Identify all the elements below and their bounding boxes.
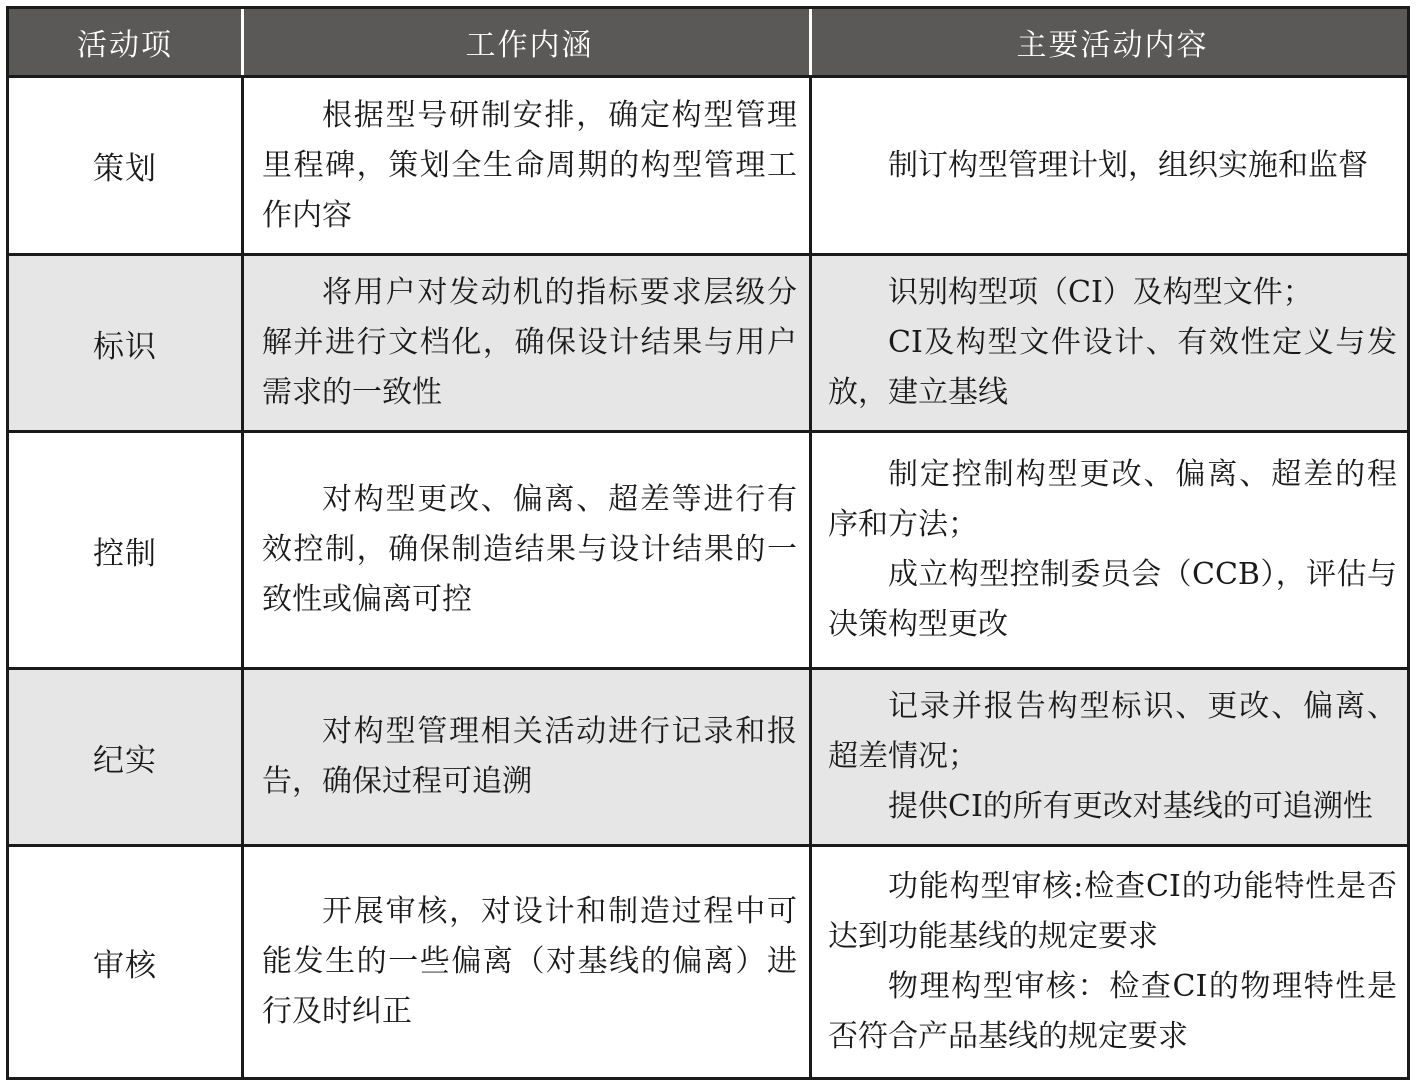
- content-text: 物理构型审核：检查CI的物理特性是否符合产品基线的规定要求: [828, 969, 1397, 1054]
- content-text: 制定控制构型更改、偏离、超差的程序和方法；: [828, 457, 1397, 542]
- content-text: 成立构型控制委员会（CCB），评估与决策构型更改: [828, 557, 1397, 642]
- activity-cell: [9, 433, 241, 667]
- header-label-activity: 活动项: [77, 28, 173, 63]
- connotation-text: 对构型管理相关活动进行记录和报告，确保过程可追溯: [262, 714, 797, 799]
- activity-label: 策划: [93, 151, 157, 187]
- table-row: [9, 433, 1407, 670]
- connotation-cell: [241, 78, 809, 253]
- content-cell: [809, 256, 1407, 430]
- content-text: 功能构型审核:检查CI的功能特性是否达到功能基线的规定要求: [828, 869, 1397, 954]
- header-cell-connotation: [241, 9, 809, 75]
- configuration-management-table: [6, 6, 1410, 1080]
- header-cell-activity: [9, 9, 241, 75]
- table-row: [9, 256, 1407, 433]
- content-text: 提供CI的所有更改对基线的可追溯性: [888, 789, 1373, 824]
- activity-label: 标识: [93, 328, 157, 365]
- header-label-content: 主要活动内容: [1016, 28, 1209, 63]
- content-text: 制订构型管理计划，组织实施和监督: [888, 147, 1368, 183]
- connotation-cell: [241, 256, 809, 430]
- header-label-connotation: 工作内涵: [465, 28, 594, 63]
- activity-cell: [9, 847, 241, 1077]
- connotation-cell: [241, 847, 809, 1077]
- activity-cell: [9, 670, 241, 844]
- table-row: [9, 670, 1407, 847]
- content-text: 识别构型项（CI）及构型文件；: [888, 275, 1313, 310]
- connotation-cell: [241, 670, 809, 844]
- content-cell: [809, 78, 1407, 253]
- connotation-text: 开展审核，对设计和制造过程中可能发生的一些偏离（对基线的偏离）进行及时纠正: [262, 894, 797, 1029]
- activity-label: 控制: [93, 535, 157, 572]
- content-cell: [809, 433, 1407, 667]
- connotation-cell: [241, 433, 809, 667]
- content-cell: [809, 670, 1407, 844]
- table-row: [9, 78, 1407, 256]
- content-cell: [809, 847, 1407, 1077]
- content-text: 记录并报告构型标识、更改、偏离、超差情况；: [828, 689, 1397, 774]
- activity-cell: [9, 256, 241, 430]
- activity-label: 审核: [93, 947, 157, 984]
- connotation-text: 对构型更改、偏离、超差等进行有效控制，确保制造结果与设计结果的一致性或偏离可控: [262, 482, 797, 617]
- activity-cell: [9, 78, 241, 253]
- activity-label: 纪实: [93, 742, 157, 779]
- table-row: [9, 847, 1407, 1077]
- connotation-text: 根据型号研制安排，确定构型管理里程碑，策划全生命周期的构型管理工作内容: [262, 97, 797, 233]
- table-header-row: [9, 9, 1407, 78]
- connotation-text: 将用户对发动机的指标要求层级分解并进行文档化，确保设计结果与用户需求的一致性: [262, 275, 797, 410]
- header-cell-content: [809, 9, 1407, 75]
- content-text: CI及构型文件设计、有效性定义与发放，建立基线: [828, 325, 1397, 410]
